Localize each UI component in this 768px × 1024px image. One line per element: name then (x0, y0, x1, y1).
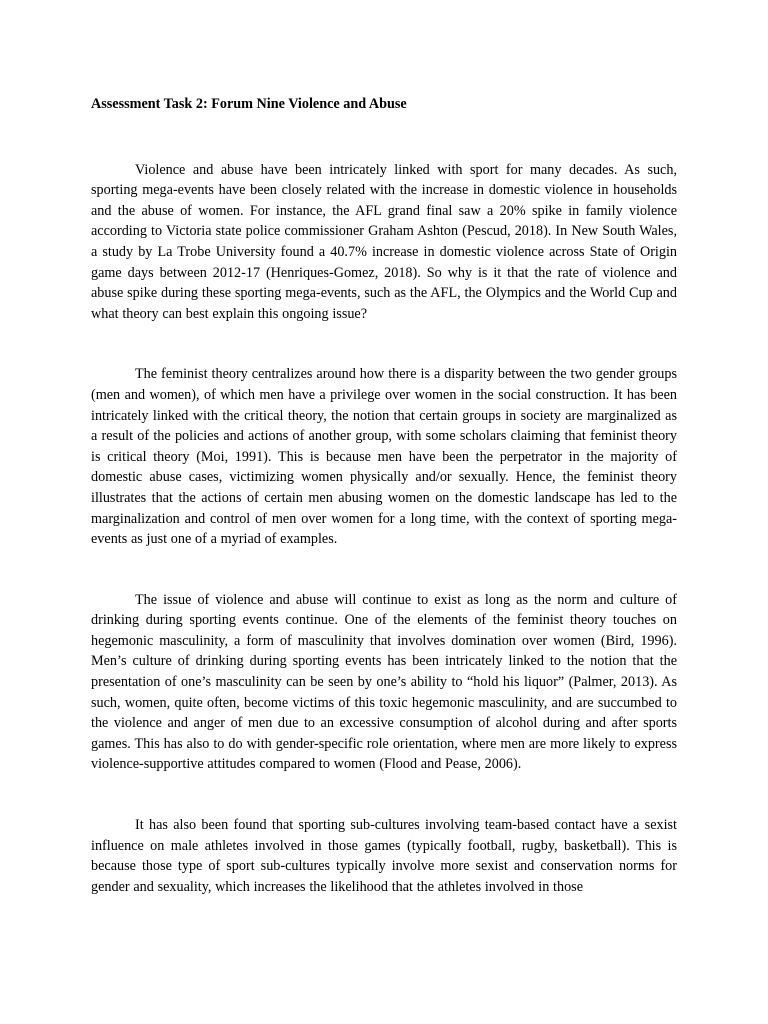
paragraph-drinking-culture: The issue of violence and abuse will continue to exist as long as the norm and culture of drinking during sporting events continue. One of the elements of the feminist theory touches on hegemonic masculinity, a form of masculinity that involves domination over women (Bird, 1996). Men’s culture of drinking during sporting events has been intricately linked to the notion that the presentation of one’s masculinity can be seen by one’s ability to “hold his liquor” (Palmer, 2013). As such, women, quite often, become victims of this toxic hegemonic masculinity, and are succumbed to the violence and anger of men due to an excessive consumption of alcohol during and after sports games. This has also to do with gender-specific role orientation, where men are more likely to express violence-supportive attitudes compared to women (Flood and Pease, 2006). (91, 591, 677, 773)
document-title: Assessment Task 2: Forum Nine Violence and Abuse (91, 96, 407, 112)
paragraph-feminist-theory: The feminist theory centralizes around how there is a disparity between the two gender groups (men and women), of which men have a privilege over women in the social construction. It has been intricately linked with the critical theory, the notion that certain groups in society are marginalized as a result of the policies and actions of another group, with some scholars claiming that feminist theory is critical theory (Moi, 1991). This is because men have been the perpetrator in the majority of domestic abuse cases, victimizing women physically and/or sexually. Hence, the feminist theory illustrates that the actions of certain men abusing women on the domestic landscape has led to the marginalization and control of men over women for a long time, with the context of sporting mega-events as just one of a myriad of examples. (91, 366, 677, 548)
paragraph-sub-cultures: It has also been found that sporting sub-cultures involving team-based contact have a sexist influence on male athletes involved in those games (typically football, rugby, basketball). This is because those type of sport sub-cultures typically involve more sexist and conservation norms for gender and sexuality, which increases the likelihood that the athletes involved in those (91, 817, 677, 895)
paragraph-intro: Violence and abuse have been intricately linked with sport for many decades. As such, sporting mega-events have been closely related with the increase in domestic violence in households and the abuse of women. For instance, the AFL grand final saw a 20% spike in family violence according to Victoria state police commissioner Graham Ashton (Pescud, 2018). In New South Wales, a study by La Trobe University found a 40.7% increase in domestic violence across State of Origin game days between 2012-17 (Henriques-Gomez, 2018). So why is it that the rate of violence and abuse spike during these sporting mega-events, such as the AFL, the Olympics and the World Cup and what theory can best explain this ongoing issue? (91, 161, 677, 322)
